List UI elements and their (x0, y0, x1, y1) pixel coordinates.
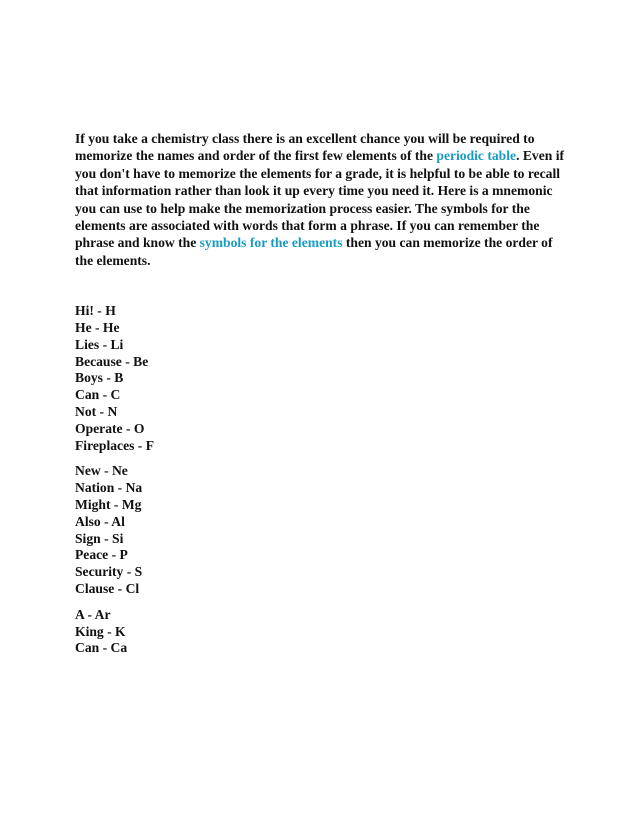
mnemonic-line: Fireplaces - F (75, 437, 155, 453)
mnemonic-line: King - K (75, 623, 126, 639)
mnemonic-line: He - He (75, 320, 120, 336)
mnemonic-line: Hi! - H (75, 303, 116, 319)
intro-text-2: . Even if you don't have to memorize the elements for a grade, it is helpful to be able to recall that information rather than look it up every time you need it. Here is a mnemonic you can use to help make the memorization process easier. The symbols for the elements are associated with words that form a phrase. If you can remember the phrase and know the (75, 148, 565, 251)
mnemonic-line: Lies - Li (75, 336, 124, 352)
mnemonic-line: Can - C (75, 387, 121, 403)
mnemonic-line: Clause - Cl (75, 581, 140, 596)
mnemonic-line: Also - Al (75, 513, 125, 529)
mnemonic-line: Because - Be (75, 353, 149, 369)
mnemonic-line: Might - Mg (75, 497, 142, 513)
mnemonic-line: Nation - Na (75, 480, 143, 496)
mnemonic-line: Sign - Si (75, 530, 124, 546)
mnemonic-group-3 (75, 607, 570, 657)
intro-text-3: then you can memorize the order of the elements. (75, 235, 553, 268)
mnemonic-line: Peace - P (75, 547, 128, 563)
mnemonic-group-1 (75, 303, 570, 454)
mnemonic-line: Security - S (75, 564, 143, 580)
mnemonic-line: Operate - O (75, 420, 145, 436)
document-page (75, 130, 570, 657)
mnemonic-line: Can - Ca (75, 640, 128, 656)
mnemonic-line: New - Ne (75, 463, 128, 479)
mnemonic-line: Boys - B (75, 370, 124, 386)
element-symbols-link[interactable]: symbols for the elements (199, 235, 343, 251)
mnemonic-line: A - Ar (75, 606, 111, 622)
intro-text-1: If you take a chemistry class there is an excellent chance you will be required to memorize the names and order of the first few elements of the (75, 131, 535, 164)
mnemonic-line: Not - N (75, 404, 118, 420)
periodic-table-link[interactable]: periodic table (436, 148, 517, 164)
mnemonic-group-2 (75, 463, 570, 597)
intro-paragraph (75, 130, 570, 269)
